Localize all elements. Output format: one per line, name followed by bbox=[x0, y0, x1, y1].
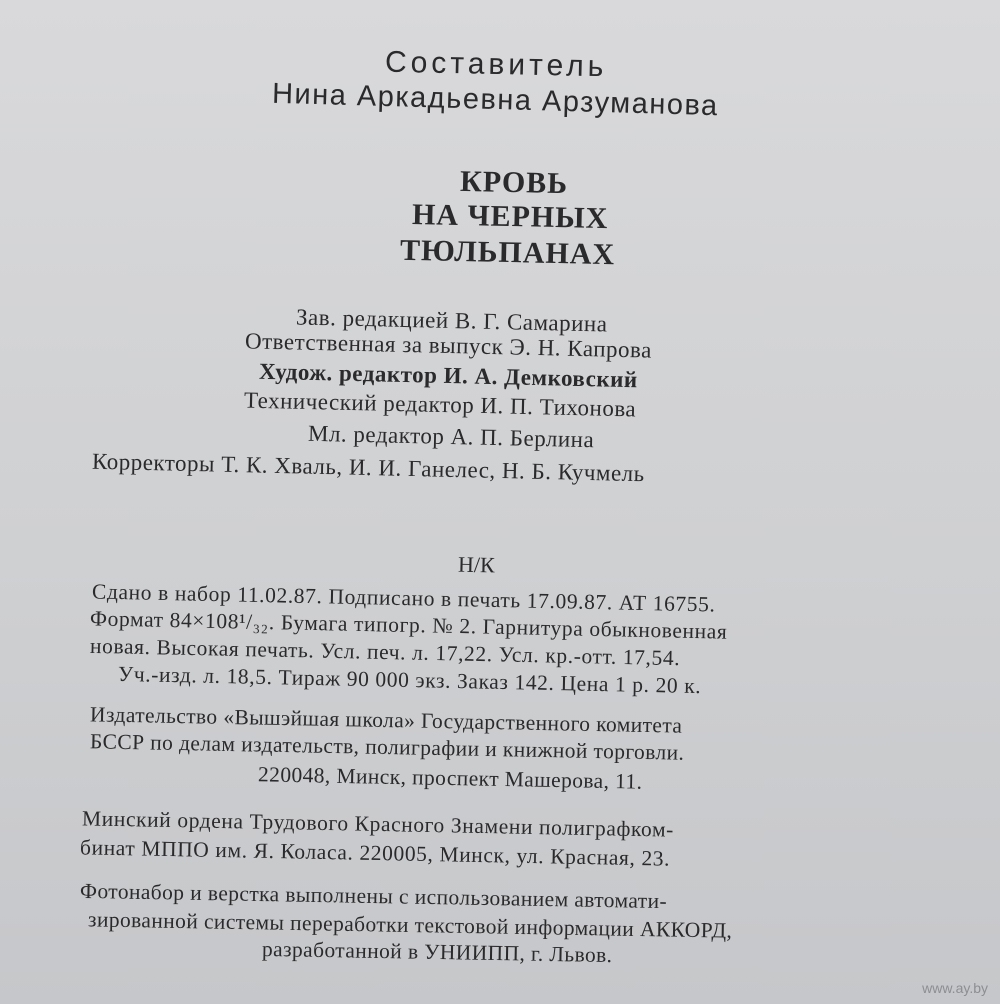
imprint-line-3: новая. Высокая печать. Усл. печ. л. 17,22. Усл. кр.-отт. 17,54. bbox=[89, 633, 681, 671]
book-title-line-1: КРОВЬ bbox=[459, 164, 569, 201]
book-title-line-3: ТЮЛЬПАНАХ bbox=[399, 233, 616, 272]
credit-art-editor: Худож. редактор И. А. Демковский bbox=[258, 358, 638, 393]
compiler-caption: Составитель bbox=[384, 45, 608, 84]
credit-proofreaders: Корректоры Т. К. Хваль, И. И. Ганелес, Н. Б. Кучмель bbox=[91, 448, 645, 487]
imprint-line-1: Сдано в набор 11.02.87. Подписано в печать 17.09.87. АТ 16755. bbox=[91, 579, 716, 617]
printer-line-2: бинат МППО им. Я. Коласа. 220005, Минск, ул. Красная, 23. bbox=[79, 835, 671, 871]
book-title-line-2: НА ЧЕРНЫХ bbox=[411, 197, 609, 236]
publisher-line-2: БССР по делам издательств, полиграфии и книжной торговли. bbox=[89, 729, 685, 765]
compiler-name: Нина Аркадьевна Арзуманова bbox=[271, 77, 720, 123]
classification-mark: Н/К bbox=[457, 551, 495, 578]
imprint-line-2: Формат 84×108¹/₃₂. Бумага типогр. № 2. Гарнитура обыкновенная bbox=[89, 606, 728, 644]
publisher-line-1: Издательство «Вышэйшая школа» Государственного комитета bbox=[89, 702, 683, 738]
imprint-line-4: Уч.-изд. л. 18,5. Тираж 90 000 экз. Заказ 142. Цена 1 р. 20 к. bbox=[117, 661, 702, 699]
credit-junior-editor: Мл. редактор А. П. Берлина bbox=[307, 420, 595, 453]
credit-technical-editor: Технический редактор И. П. Тихонова bbox=[243, 387, 637, 422]
watermark: www.ay.by bbox=[922, 980, 988, 996]
typesetting-line-2: зированной системы переработки текстовой информации АККОРД, bbox=[87, 907, 733, 943]
publisher-address: 220048, Минск, проспект Машерова, 11. bbox=[257, 762, 643, 794]
printer-line-1: Минский ордена Трудового Красного Знамени полиграфком- bbox=[81, 806, 675, 842]
credit-head-of-editorial: Зав. редакцией В. Г. Самарина bbox=[295, 304, 608, 337]
typesetting-line-3: разработанной в УНИИПП, г. Львов. bbox=[261, 936, 613, 968]
typesetting-line-1: Фотонабор и верстка выполнены с использованием автомати- bbox=[79, 878, 668, 914]
credit-responsible-editor: Ответственная за выпуск Э. Н. Капрова bbox=[244, 328, 653, 363]
